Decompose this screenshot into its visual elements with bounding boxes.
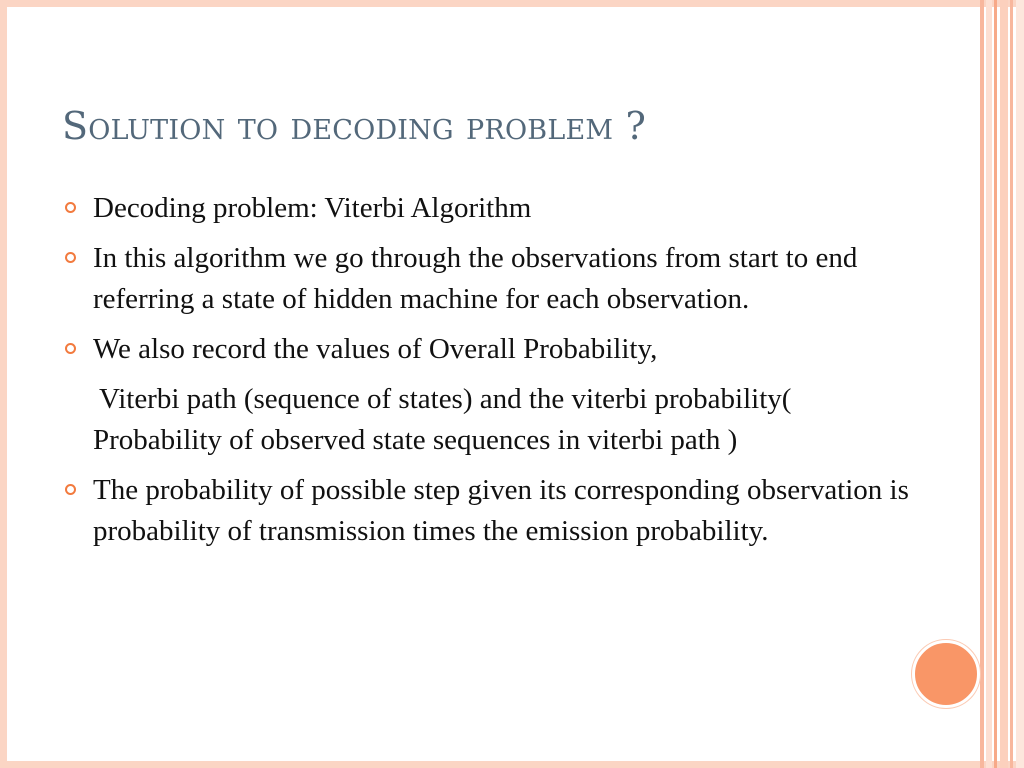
bullet-text: Viterbi path (sequence of states) and the viterbi probability( Probability of observed state sequences in viterbi path ) bbox=[93, 383, 792, 456]
bullet-continuation bbox=[62, 379, 922, 461]
bullet-item bbox=[62, 238, 922, 320]
decorative-stripe bbox=[986, 0, 992, 768]
bullet-circle-icon bbox=[65, 343, 76, 354]
bullet-item bbox=[62, 470, 922, 552]
bullet-circle-icon bbox=[65, 484, 76, 495]
bullet-text: Decoding problem: Viterbi Algorithm bbox=[93, 192, 532, 224]
decorative-stripe bbox=[980, 0, 984, 768]
bullet-circle-icon bbox=[65, 252, 76, 263]
bullet-text: We also record the values of Overall Probability, bbox=[93, 333, 658, 365]
bullet-item bbox=[62, 329, 922, 370]
slide-title: Solution to decoding problem ? bbox=[62, 104, 647, 148]
bullet-list bbox=[62, 188, 922, 561]
bullet-text: In this algorithm we go through the observations from start to end referring a state of hidden machine for each observation. bbox=[93, 242, 858, 315]
decorative-stripe bbox=[1000, 0, 1008, 768]
decorative-stripe bbox=[994, 0, 997, 768]
decorative-circle bbox=[912, 640, 980, 708]
bullet-text: The probability of possible step given its corresponding observation is probability of transmission times the emission probability. bbox=[93, 474, 909, 547]
bullet-item bbox=[62, 188, 922, 229]
bullet-circle-icon bbox=[65, 202, 76, 213]
decorative-stripe bbox=[1010, 0, 1013, 768]
decorative-stripe bbox=[1016, 0, 1024, 768]
